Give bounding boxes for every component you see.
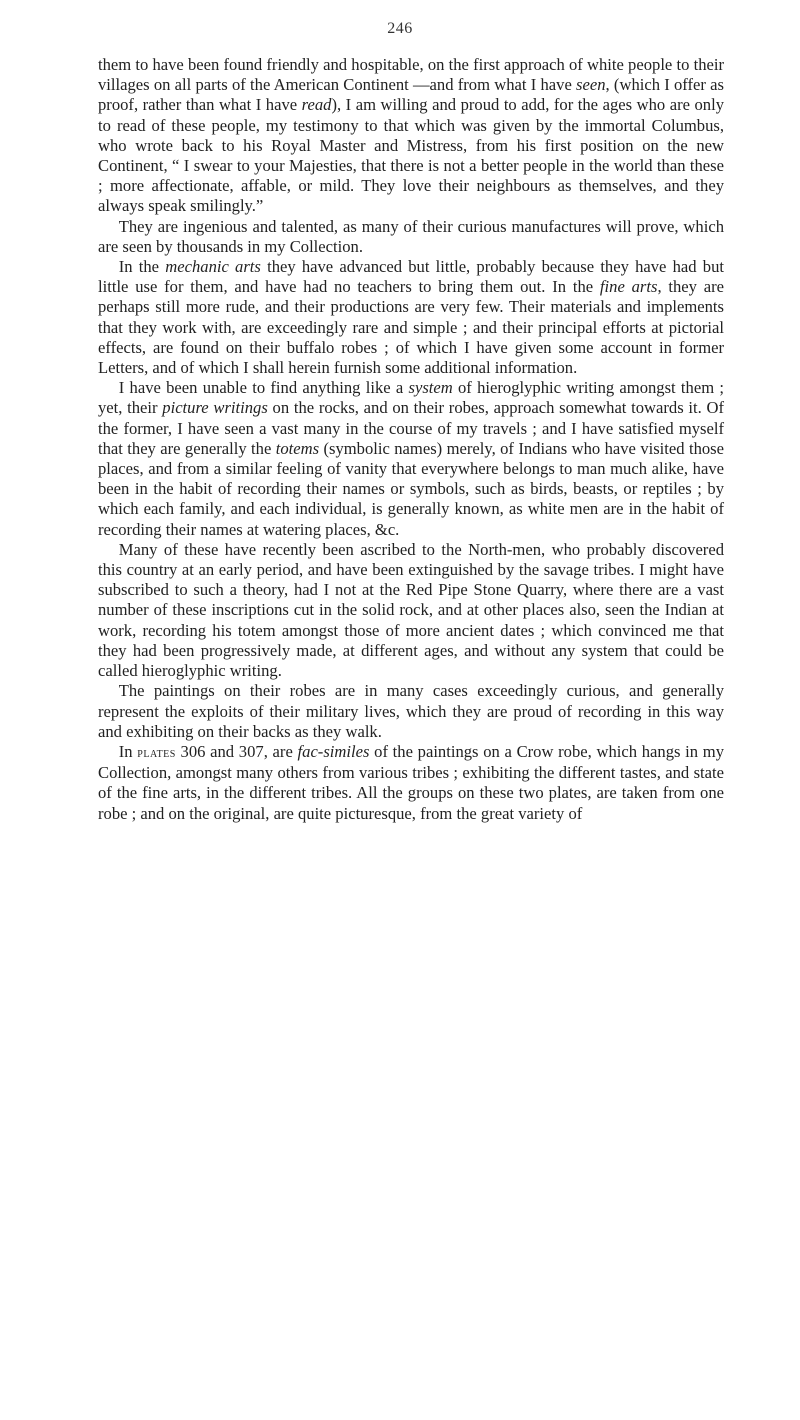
text-run: , they are perhaps still more rude, and their productions are very few. Their materials and implements that they work with, are exceedingly rare and simple ; and their principal efforts at pictorial effects, are found on their buffalo robes ; of which I have given some account in former Letters, and of which I shall herein furnish some additional information. — [98, 277, 725, 378]
paragraph — [98, 378, 724, 540]
italic-phrase: system — [408, 378, 453, 398]
paragraph — [98, 742, 724, 824]
text-run: (symbolic names) merely, of Indians who have visited those places, and from a similar feeling of vanity that everywhere belongs to man much alike, have been in the habit of recording their names or symbols, such as birds, beasts, or reptiles ; by which each family, and each individual, is generally known, as white men are in the habit of recording their names at watering places, &c. — [98, 438, 724, 539]
small-caps-phrase: plates — [137, 744, 176, 761]
text-run: , (which I offer as proof, rather than what I have — [98, 75, 724, 115]
text-run: on the rocks, and on their robes, approach somewhat towards it. Of the former, I have seen a vast many in the course of my travels ; and I have satisfied myself that they are generally the — [98, 398, 724, 458]
text-run: Many of these have recently been ascribed to the North-men, who probably discovered this country at an early period, and have been extinguished by the savage tribes. I might have subscribed to such a theory, had I not at the Red Pipe Stone Quarry, where there are a vast number of these inscriptions cut in the solid rock, and at other places also, seen the Indian at work, recording his totem amongst those of more ancient dates ; which convinced me that they had been progressively made, at different ages, and without any system that could be called hieroglyphic writing. — [98, 539, 724, 681]
text-run: In — [118, 741, 138, 761]
paragraph — [98, 217, 724, 257]
text-run: them to have been found friendly and hospitable, on the first approach of white people to their villages on all parts of the American Continent —and from what I have — [98, 55, 724, 95]
text-run: they have advanced but little, probably because they have had but little use for them, and have had no teachers to bring them out. In the — [98, 257, 724, 297]
italic-phrase: totems — [275, 438, 320, 458]
text-run: They are ingenious and talented, as many of their curious manufactures will prove, which are seen by thousands in my Collection. — [98, 216, 724, 256]
text-run: The paintings on their robes are in many cases exceedingly curious, and generally represent the exploits of their military lives, which they are proud of recording in this way and exhibiting on their backs as they walk. — [98, 681, 724, 741]
italic-phrase: read — [301, 95, 332, 115]
italic-phrase: mechanic arts — [165, 257, 261, 277]
body-text — [98, 55, 724, 824]
text-run: of the paintings on a Crow robe, which hangs in my Collection, amongst many others from various tribes ; exhibiting the different tastes, and state of the fine arts, in the different tribes. All the groups on these two plates, are taken from one robe ; and on the original, are quite picturesque, from the great variety of — [98, 741, 724, 823]
text-run: 306 and 307, are — [175, 741, 298, 761]
text-run: ), I am willing and proud to add, for the ages who are only to read of these people, my testimony to that which was given by the immortal Columbus, who wrote back to his Royal Master and Mistress, from his first position on the new Continent, “ I swear to your Majesties, that there is not a better people in the world than these ; more affectionate, affable, or mild. They love their neighbours as themselves, and they always speak smilingly.” — [98, 95, 724, 216]
text-run: I have been unable to find anything like a — [118, 378, 409, 398]
text-run: of hieroglyphic writing amongst them ; yet, their — [98, 378, 724, 418]
text-run: In the — [118, 257, 166, 277]
paragraph — [98, 55, 724, 217]
italic-phrase: seen — [576, 75, 606, 95]
page-number: 246 — [387, 20, 413, 37]
paragraph — [98, 257, 724, 378]
italic-phrase: fac-similes — [297, 741, 370, 761]
italic-phrase: picture writings — [162, 398, 268, 418]
paragraph — [98, 540, 724, 681]
italic-phrase: fine arts — [599, 277, 658, 297]
paragraph — [98, 681, 724, 742]
